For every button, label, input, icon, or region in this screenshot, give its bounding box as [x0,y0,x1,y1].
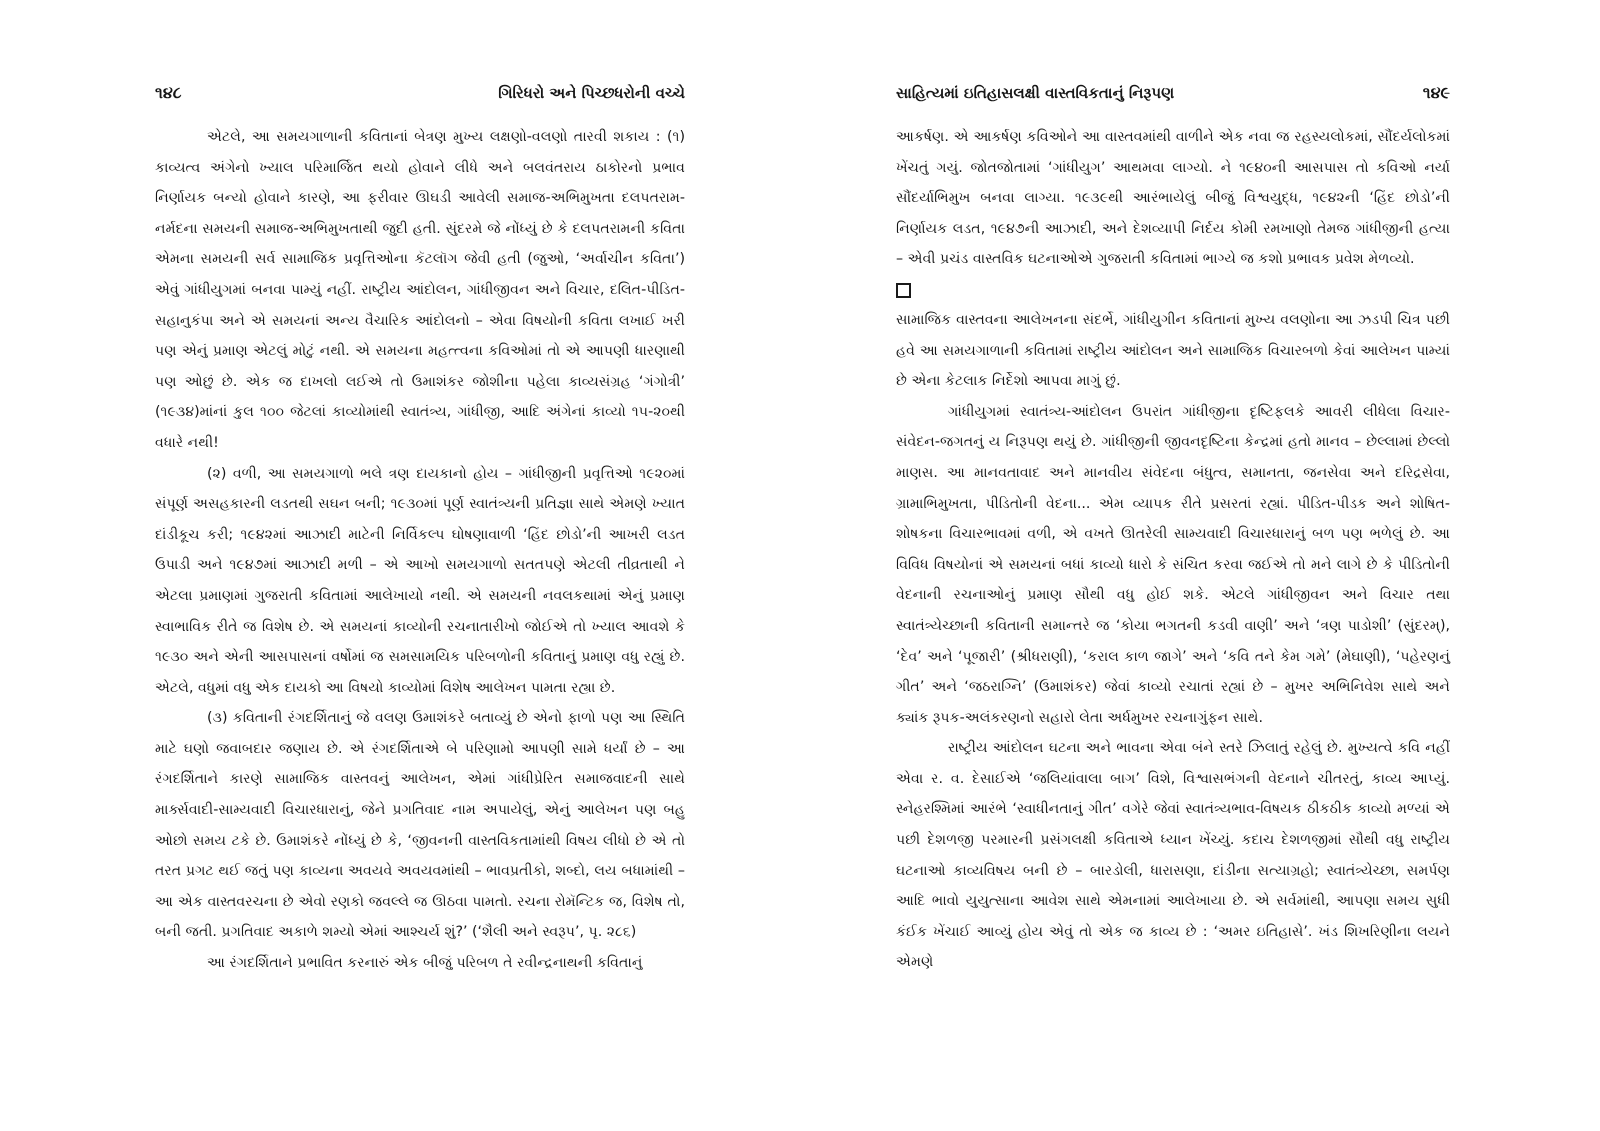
paragraph: સામાજિક વાસ્તવના આલેખનના સંદર્ભે, ગાંધીયુગીન કવિતાનાં મુખ્ય વલણોના આ ઝડપી ચિત્ર પછી હવે આ સમયગાળાની કવિતામાં રાષ્ટ્રીય આંદોલન અને સામાજિક વિચારબળો કેવાં આલેખન પામ્યાં છે એના કેટલાક નિર્દેશો આપવા માગું છું. [896,311,1450,390]
paragraph: આ રંગદર્શિતાને પ્રભાવિત કરનારું એક બીજું પરિબળ તે રવીન્દ્રનાથની કવિતાનું [207,955,643,972]
paragraph: (૩) કવિતાની રંગદર્શિતાનું જે વલણ ઉમાશંકરે બતાવ્યું છે એનો ફાળો પણ આ સ્થિતિ માટે ઘણો જવાબદાર જણાય છે. એ રંગદર્શિતાએ બે પરિણામો આપણી સામે ધર્યાં છે – આ રંગદર્શિતાને કારણે સામાજિક વાસ્તવનું આલેખન, એમાં ગાંધીપ્રેરિત સમાજવાદની સાથે માર્ક્સવાદી-સામ્યવાદી વિચારધારાનું, જેને પ્રગતિવાદ નામ અપાયેલું, એનું આલેખન પણ બહુ ઓછો સમય ટકે છે. ઉમાશંકરે નોંધ્યું છે કે, ‘જીવનની વાસ્તવિકતામાંથી વિષય લીધો છે એ તો તરત પ્રગટ થઈ જતું પણ કાવ્યના અવયવે અવયવમાંથી – ભાવપ્રતીકો, શબ્દો, લય બધામાંથી – આ એક વાસ્તવરચના છે એવો રણકો જવલ્લે જ ઊઠવા પામતો. રચના રોમૅન્ટિક જ, વિશેષ તો, બની જતી. પ્રગતિવાદ અકાળે શમ્યો એમાં આશ્ચર્ય શું?’ (‘શૈલી અને સ્વરૂપ’, પૃ. ૨૮૬) [155,710,685,941]
paragraph: ગાંધીયુગમાં સ્વાતંત્ર્ય-આંદોલન ઉપરાંત ગાંધીજીના દૃષ્ટિફલકે આવરી લીધેલા વિચાર-સંવેદન-જગતનું ય નિરૂપણ થયું છે. ગાંધીજીની જીવનદૃષ્ટિના કેન્દ્રમાં હતો માનવ – છેલ્લામાં છેલ્લો માણસ. આ માનવતાવાદ અને માનવીય સંવેદના બંધુત્વ, સમાનતા, જનસેવા અને દરિદ્રસેવા, ગ્રામાભિમુખતા, પીડિતોની વેદના... એમ વ્યાપક રીતે પ્રસરતાં રહ્યાં. પીડિત-પીડક અને શોષિત-શોષકના વિચારભાવમાં વળી, એ વખતે ઊતરેલી સામ્યવાદી વિચારધારાનું બળ પણ ભળેલું છે. આ વિવિધ વિષયોનાં એ સમયનાં બધાં કાવ્યો ધારો કે સંચિત કરવા જઈએ તો મને લાગે છે કે પીડિતોની વેદનાની રચનાઓનું પ્રમાણ સૌથી વધુ હોઈ શકે. એટલે ગાંધીજીવન અને વિચાર તથા સ્વાતંત્ર્યેચ્છાની કવિતાની સમાન્તરે જ ‘કોયા ભગતની કડવી વાણી’ અને ‘ત્રણ પાડોશી’ (સુંદરમ્), ‘દેવ’ અને ‘પૂજારી’ (શ્રીધરાણી), ‘કરાલ કાળ જાગે’ અને ‘કવિ તને કેમ ગમે’ (મેઘાણી), ‘પહેરણનું ગીત’ અને ‘જઠરાગ્નિ’ (ઉમાશંકર) જેવાં કાવ્યો રચાતાં રહ્યાં છે – મુખર અભિનિવેશ સાથે અને ક્યાંક રૂપક-અલંકરણનો સહારો લેતા અર્ધમુખર રચનાગુંફન સાથે. [896,403,1450,726]
left-page-header [155,78,685,108]
paragraph: રાષ્ટ્રીય આંદોલન ઘટના અને ભાવના એવા બંને સ્તરે ઝિલાતું રહેલું છે. મુખ્યત્વે કવિ નહીં એવા ર. વ. દેસાઈએ ‘જલિયાંવાલા બાગ’ વિશે, વિશ્વાસભંગની વેદનાને ચીતરતું, કાવ્ય આપ્યું. સ્નેહરશ્મિમાં આરંભે ‘સ્વાધીનતાનું ગીત’ વગેરે જેવાં સ્વાતંત્ર્યભાવ-વિષયક ઠીકઠીક કાવ્યો મળ્યાં એ પછી દેશળજી પરમારની પ્રસંગલક્ષી કવિતાએ ધ્યાન ખેંચ્યું. કદાચ દેશળજીમાં સૌથી વધુ રાષ્ટ્રીય ઘટનાઓ કાવ્યવિષય બની છે – બારડોલી, ધારાસણા, દાંડીના સત્યાગ્રહો; સ્વાતંત્ર્યેચ્છા, સમર્પણ આદિ ભાવો યુયુત્સાના આવેશ સાથે એમનામાં આલેખાયા છે. એ સર્વમાંથી, આપણા સમય સુધી કંઈક ખેંચાઈ આવ્યું હોય એવું તો એક જ કાવ્ય છે : ‘અમર ઇતિહાસે’. ખંડ શિખરિણીના લયને એમણે [896,740,1450,971]
paragraph: (૨) વળી, આ સમયગાળો ભલે ત્રણ દાયકાનો હોય – ગાંધીજીની પ્રવૃત્તિઓ ૧૯૨૦માં સંપૂર્ણ અસહકારની લડતથી સઘન બની; ૧૯૩૦માં પૂર્ણ સ્વાતંત્ર્યની પ્રતિજ્ઞા સાથે એમણે ખ્યાત દાંડીકૂચ કરી; ૧૯૪૨માં આઝાદી માટેની નિર્વિકલ્પ ઘોષણાવાળી ‘હિંદ છોડો’ની આખરી લડત ઉપાડી અને ૧૯૪૭માં આઝાદી મળી – એ આખો સમયગાળો સતતપણે એટલી તીવ્રતાથી ને એટલા પ્રમાણમાં ગુજરાતી કવિતામાં આલેખાયો નથી. એ સમયની નવલકથામાં એનું પ્રમાણ સ્વાભાવિક રીતે જ વિશેષ છે. એ સમયનાં કાવ્યોની રચનાતારીખો જોઈએ તો ખ્યાલ આવશે કે ૧૯૩૦ અને એની આસપાસનાં વર્ષોમાં જ સમસામયિક પરિબળોની કવિતાનું પ્રમાણ વધુ રહ્યું છે. એટલે, વધુમાં વધુ એક દાયકો આ વિષયો કાવ્યોમાં વિશેષ આલેખન પામતા રહ્યા છે. [155,465,685,696]
right-page-header [896,78,1450,108]
running-title: ગિરિધરો અને પિચ્છધરોની વચ્ચે [498,84,685,102]
running-title: સાહિત્યમાં ઇતિહાસલક્ષી વાસ્તવિકતાનું નિરૂપણ [896,84,1175,102]
paragraph: આકર્ષણ. એ આકર્ષણ કવિઓને આ વાસ્તવમાંથી વાળીને એક નવા જ રહસ્યલોકમાં, સૌંદર્યલોકમાં ખેંચતું ગયું. જોતજોતામાં ‘ગાંધીયુગ’ આથમવા લાગ્યો. ને ૧૯૪૦ની આસપાસ તો કવિઓ નર્યા સૌંદર્યાભિમુખ બનવા લાગ્યા. ૧૯૩૯થી આરંભાયેલું બીજું વિશ્વયુદ્ધ, ૧૯૪૨ની ‘હિંદ છોડો’ની નિર્ણાયક લડત, ૧૯૪૭ની આઝાદી, અને દેશવ્યાપી નિર્દય કોમી રમખાણો તેમજ ગાંધીજીની હત્યા – એવી પ્રચંડ વાસ્તવિક ઘટનાઓએ ગુજરાતી કવિતામાં ભાગ્યે જ કશો પ્રભાવક પ્રવેશ મેળવ્યો. [896,129,1450,268]
paragraph: એટલે, આ સમયગાળાની કવિતાનાં બેત્રણ મુખ્ય લક્ષણો-વલણો તારવી શકાય : (૧) કાવ્યત્વ અંગેનો ખ્યાલ પરિમાર્જિત થયો હોવાને લીધે અને બલવંતરાય ઠાકોરનો પ્રભાવ નિર્ણાયક બન્યો હોવાને કારણે, આ ફરીવાર ઊઘડી આવેલી સમાજ-અભિમુખતા દલપતરામ-નર્મદના સમયની સમાજ-અભિમુખતાથી જુદી હતી. સુંદરમે જે નોંધ્યું છે કે દલપતરામની કવિતા એમના સમયની સર્વ સામાજિક પ્રવૃત્તિઓના કૅટલૉગ જેવી હતી (જુઓ, ‘અર્વાચીન કવિતા’) એવું ગાંધીયુગમાં બનવા પામ્યું નહીં. રાષ્ટ્રીય આંદોલન, ગાંધીજીવન અને વિચાર, દલિત-પીડિત-સહાનુકંપા અને એ સમયનાં અન્ય વૈચારિક આંદોલનો – એવા વિષયોની કવિતા લખાઈ ખરી પણ એનું પ્રમાણ એટલું મોટું નથી. એ સમયના મહત્ત્વના કવિઓમાં તો એ આપણી ધારણાથી પણ ઓછું છે. એક જ દાખલો લઈએ તો ઉમાશંકર જોશીના પહેલા કાવ્યસંગ્રહ ‘ગંગોત્રી’ (૧૯૩૪)માંનાં કુલ ૧૦૦ જેટલાં કાવ્યોમાંથી સ્વાતંત્ર્ય, ગાંધીજી, આદિ અંગેનાં કાવ્યો ૧૫-૨૦થી વધારે નથી! [155,129,685,451]
left-page [155,0,685,1131]
right-page-body [896,122,1450,978]
page-number: ૧૪૯ [1422,83,1450,102]
right-page [896,0,1450,1131]
section-break-square-icon [896,283,911,298]
page-number: ૧૪૮ [155,83,182,102]
left-page-body [155,122,685,979]
